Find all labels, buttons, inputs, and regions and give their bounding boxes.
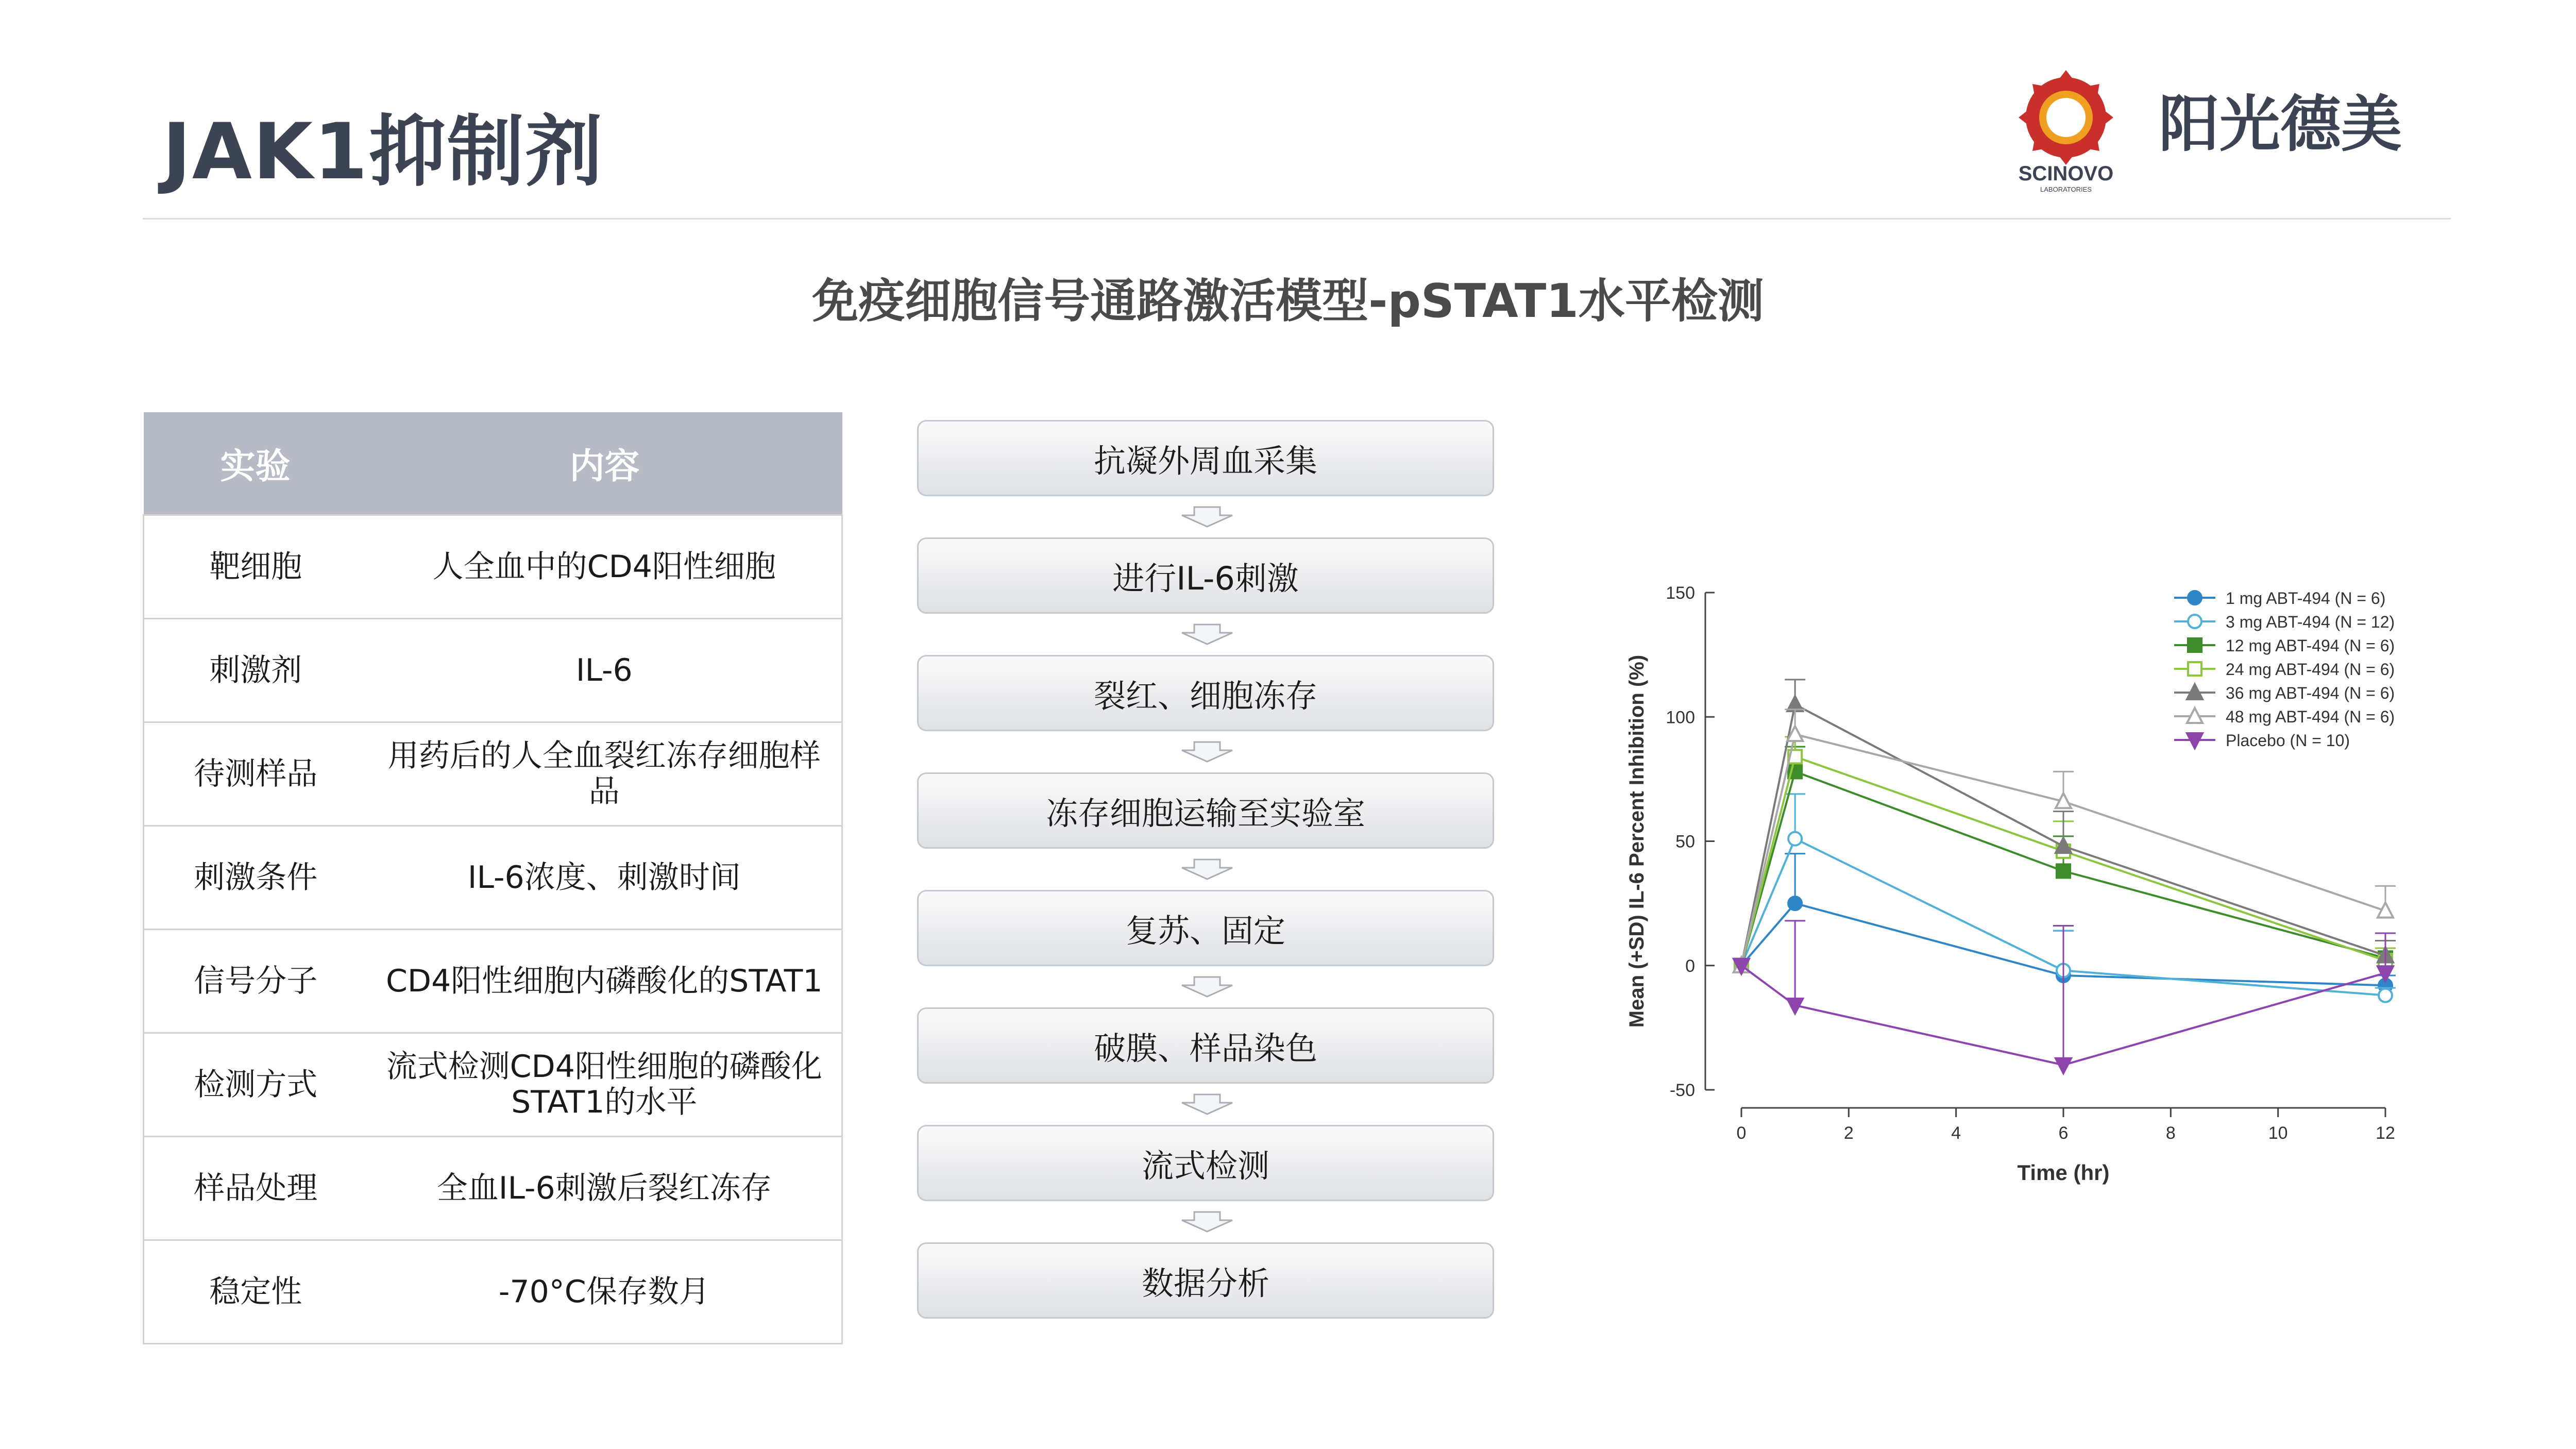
x-tick-label: 6 [2058,1123,2069,1143]
brand-en-name: SCINOVO [2018,162,2114,185]
table-row [144,1240,842,1344]
legend-marker [2188,615,2201,628]
table-cell-value: IL-6浓度、刺激时间 [367,826,842,930]
legend-label: 1 mg ABT-494 (N = 6) [2226,589,2386,608]
x-tick-label: 2 [1843,1123,1854,1143]
table-cell-value: 全血IL-6刺激后裂红冻存 [367,1137,842,1240]
down-arrow-icon [917,496,1497,537]
inhibition-chart [1623,567,2458,1216]
legend-marker [2188,591,2201,604]
data-point [2057,864,2070,878]
legend-label: Placebo (N = 10) [2226,731,2350,750]
table-cell-key: 信号分子 [144,930,367,1033]
table-cell-value: 人全血中的CD4阳性细胞 [367,515,842,619]
table-cell-key: 靶细胞 [144,515,367,619]
legend-label: 24 mg ABT-494 (N = 6) [2226,660,2395,679]
x-tick-label: 4 [1951,1123,1961,1143]
table-row [144,619,842,722]
down-arrow-icon [917,849,1497,890]
x-tick-label: 10 [2268,1123,2288,1143]
table-row [144,515,842,619]
y-tick-label: 50 [1675,832,1695,852]
table-cell-value: CD4阳性细胞内磷酸化的STAT1 [367,930,842,1033]
legend-label: 36 mg ABT-494 (N = 6) [2226,684,2395,702]
flow-step: 抗凝外周血采集 [917,420,1494,496]
x-tick-label: 0 [1736,1123,1747,1143]
table-row [144,930,842,1033]
legend-label: 3 mg ABT-494 (N = 12) [2226,613,2395,631]
x-axis-title: Time (hr) [2017,1160,2110,1185]
y-axis-title: Mean (+SD) IL-6 Percent Inhibition (%) [1625,654,1648,1028]
workflow-steps [917,420,1497,1319]
legend-marker [2188,662,2201,676]
data-point [1788,897,1802,910]
table-row [144,722,842,826]
table-cell-value: -70°C保存数月 [367,1240,842,1344]
table-cell-key: 检测方式 [144,1033,367,1137]
x-tick-label: 8 [2165,1123,2176,1143]
table-cell-key: 稳定性 [144,1240,367,1344]
down-arrow-icon [917,966,1497,1007]
table-cell-key: 刺激剂 [144,619,367,722]
table-row [144,1033,842,1137]
table-cell-key: 样品处理 [144,1137,367,1240]
table-cell-value: 流式检测CD4阳性细胞的磷酸化STAT1的水平 [367,1033,842,1137]
table-row [144,826,842,930]
flow-step: 冻存细胞运输至实验室 [917,772,1494,849]
brand-logo [2009,67,2421,201]
flow-step: 裂红、细胞冻存 [917,655,1494,731]
table-cell-key: 刺激条件 [144,826,367,930]
table-header-content: 内容 [367,412,842,515]
data-point [2056,1058,2071,1073]
flow-step: 复苏、固定 [917,890,1494,966]
y-tick-label: 100 [1666,707,1695,728]
down-arrow-icon [917,731,1497,772]
x-tick-label: 12 [2376,1123,2395,1143]
data-point [1788,832,1802,846]
title-divider [143,218,2451,220]
flow-step: 数据分析 [917,1242,1494,1319]
table-cell-value: IL-6 [367,619,842,722]
chart-svg [1623,567,2458,1216]
table-cell-key: 待测样品 [144,722,367,826]
data-point [2379,989,2392,1002]
flow-step: 进行IL-6刺激 [917,537,1494,614]
down-arrow-icon [917,614,1497,655]
down-arrow-icon [917,1201,1497,1242]
brand-en-sub: LABORATORIES [2040,186,2092,193]
page-title: JAK1抑制剂 [162,107,604,197]
table-header-row [144,412,842,515]
experiment-table [143,412,843,1344]
y-tick-label: 0 [1685,956,1695,976]
legend-label: 48 mg ABT-494 (N = 6) [2226,707,2395,726]
flow-step: 流式检测 [917,1125,1494,1201]
table-header-experiment: 实验 [144,412,367,515]
down-arrow-icon [917,1084,1497,1125]
section-subtitle: 免疫细胞信号通路激活模型-pSTAT1水平检测 [812,274,1764,328]
legend-marker [2188,638,2201,652]
flow-step: 破膜、样品染色 [917,1007,1494,1084]
sun-logo-icon [2009,67,2123,196]
table-cell-value: 用药后的人全血裂红冻存细胞样品 [367,722,842,826]
y-tick-label: 150 [1666,583,1695,603]
y-tick-label: -50 [1669,1081,1695,1100]
legend-label: 12 mg ABT-494 (N = 6) [2226,636,2395,655]
brand-cn-name: 阳光德美 [2159,89,2402,160]
table-row [144,1137,842,1240]
